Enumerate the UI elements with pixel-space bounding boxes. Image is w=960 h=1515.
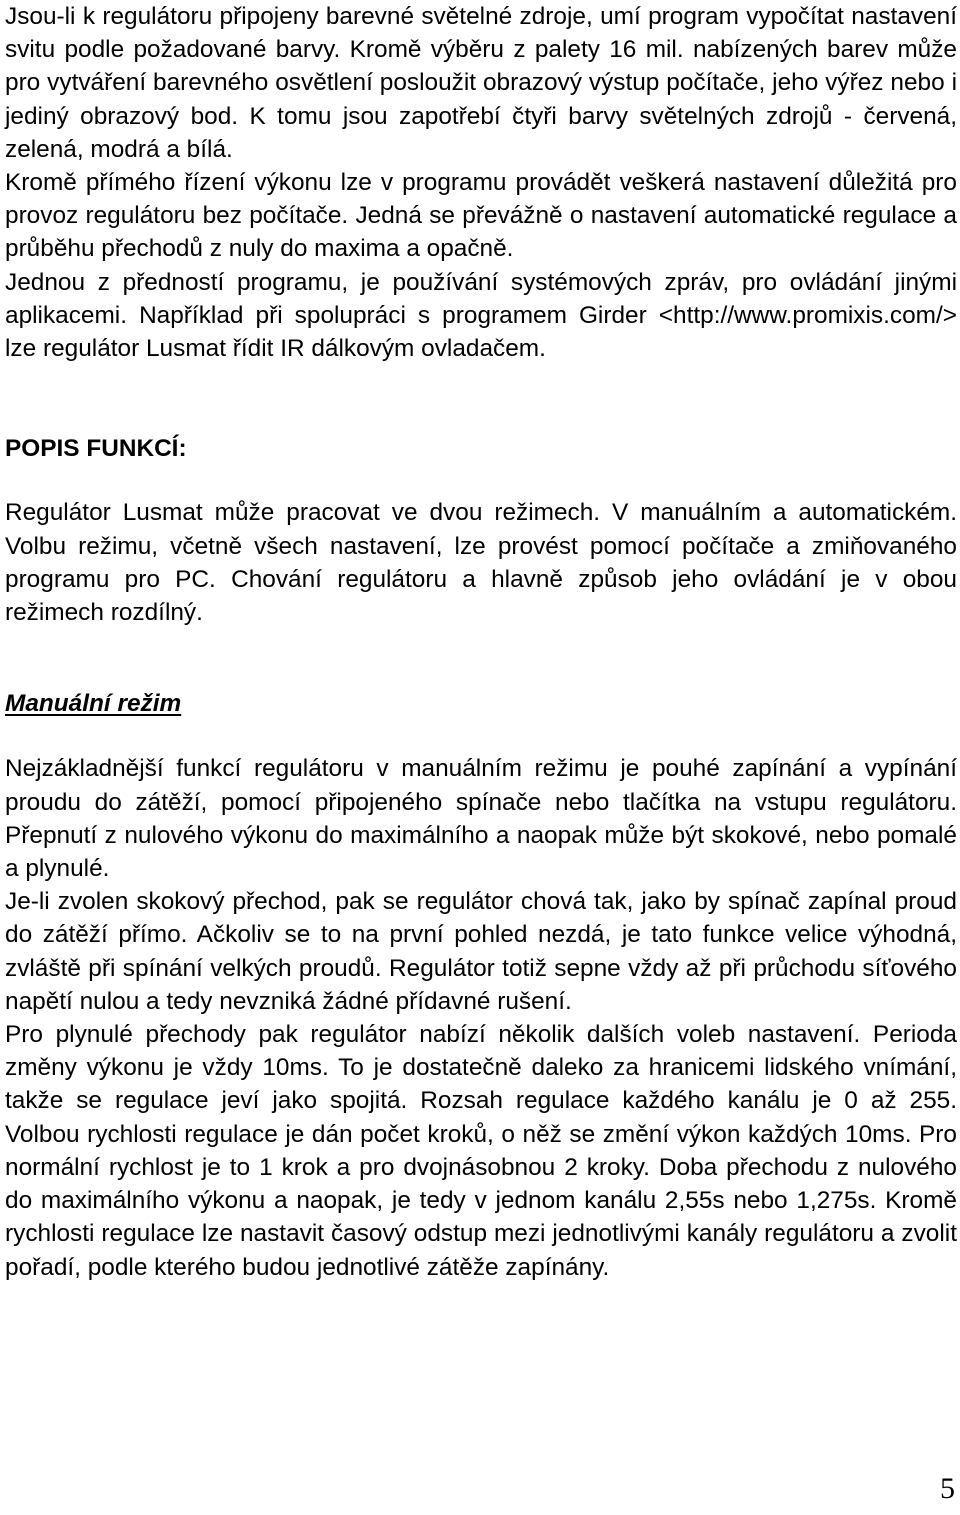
spacer [5, 465, 957, 496]
spacer [5, 720, 957, 752]
subsection-heading-manual: Manuální režim [5, 690, 182, 718]
page-number: 5 [940, 1472, 955, 1505]
intro-paragraph-3: Jednou z předností programu, je používání systémových zpráv, pro ovládání jinými aplikacemi. Například při spolupráci s programem Girder <http://www.promixis.com/> lze regulátor Lusmat řídit IR dálkovým ovladačem. [5, 268, 957, 363]
spacer [5, 365, 957, 432]
spacer [5, 629, 957, 687]
manual-paragraph-3: Pro plynulé přechody pak regulátor nabízí několik dalších voleb nastavení. Perioda změny výkonu je vždy 10ms. To je dostatečně daleko za hranicemi lidského vnímání, takže se regulace jeví jako spojitá. Rozsah regulace každého kanálu je 0 až 255. Volbou rychlosti regulace je dán počet kroků, o něž se změní výkon každých 10ms. Pro normální rychlost je to 1 krok a pro dvojnásobnou 2 kroky. Doba přechodu z nulového do maximálního výkonu a naopak, je tedy v jednom kanálu 2,55s nebo 1,275s. Kromě rychlosti regulace lze nastavit časový odstup mezi jednotlivými kanály regulátoru a zvolit pořadí, podle kterého budou jednotlivé zátěže zapínány. [5, 1021, 957, 1281]
intro-paragraph-1: Jsou-li k regulátoru připojeny barevné světelné zdroje, umí program vypočítat nastavení svitu podle požadované barvy. Kromě výběru z palety 16 mil. nabízených barev může pro vytváření barevného osvětlení posloužit obrazový výstup počítače, jeho výřez nebo i jediný obrazový bod. K tomu jsou zapotřebí čtyři barvy světelných zdrojů - červená, zelená, modrá a bílá. [5, 3, 957, 163]
document-page [5, 0, 957, 1284]
intro-paragraph-2: Kromě přímého řízení výkonu lze v programu provádět veškerá nastavení důležitá pro provoz regulátoru bez počítače. Jedná se převážně o nastavení automatické regulace a průběhu přechodů z nuly do maxima a opačně. [5, 169, 957, 263]
manual-paragraph-2: Je-li zvolen skokový přechod, pak se regulátor chová tak, jako by spínač zapínal proud do zátěží přímo. Ačkoliv se to na první pohled nezdá, je tato funkce velice výhodná, zvláště při spínání velkých proudů. Regulátor totiž sepne vždy až při průchodu síťového napětí nulou a tedy nevzniká žádné přídavné rušení. [5, 888, 957, 1015]
section-heading-functions: POPIS FUNKCÍ: [5, 435, 187, 463]
functions-paragraph: Regulátor Lusmat může pracovat ve dvou režimech. V manuálním a automatickém. Volbu režimu, včetně všech nastavení, lze provést pomocí počítače a zmiňovaného programu pro PC. Chování regulátoru a hlavně způsob jeho ovládání je v obou režimech rozdílný. [5, 499, 957, 627]
manual-paragraph-1: Nejzákladnější funkcí regulátoru v manuálním režimu je pouhé zapínání a vypínání proudu do zátěží, pomocí připojeného spínače nebo tlačítka na vstupu regulátoru. Přepnutí z nulového výkonu do maximálního a naopak může být skokové, nebo pomalé a plynulé. [5, 755, 957, 883]
